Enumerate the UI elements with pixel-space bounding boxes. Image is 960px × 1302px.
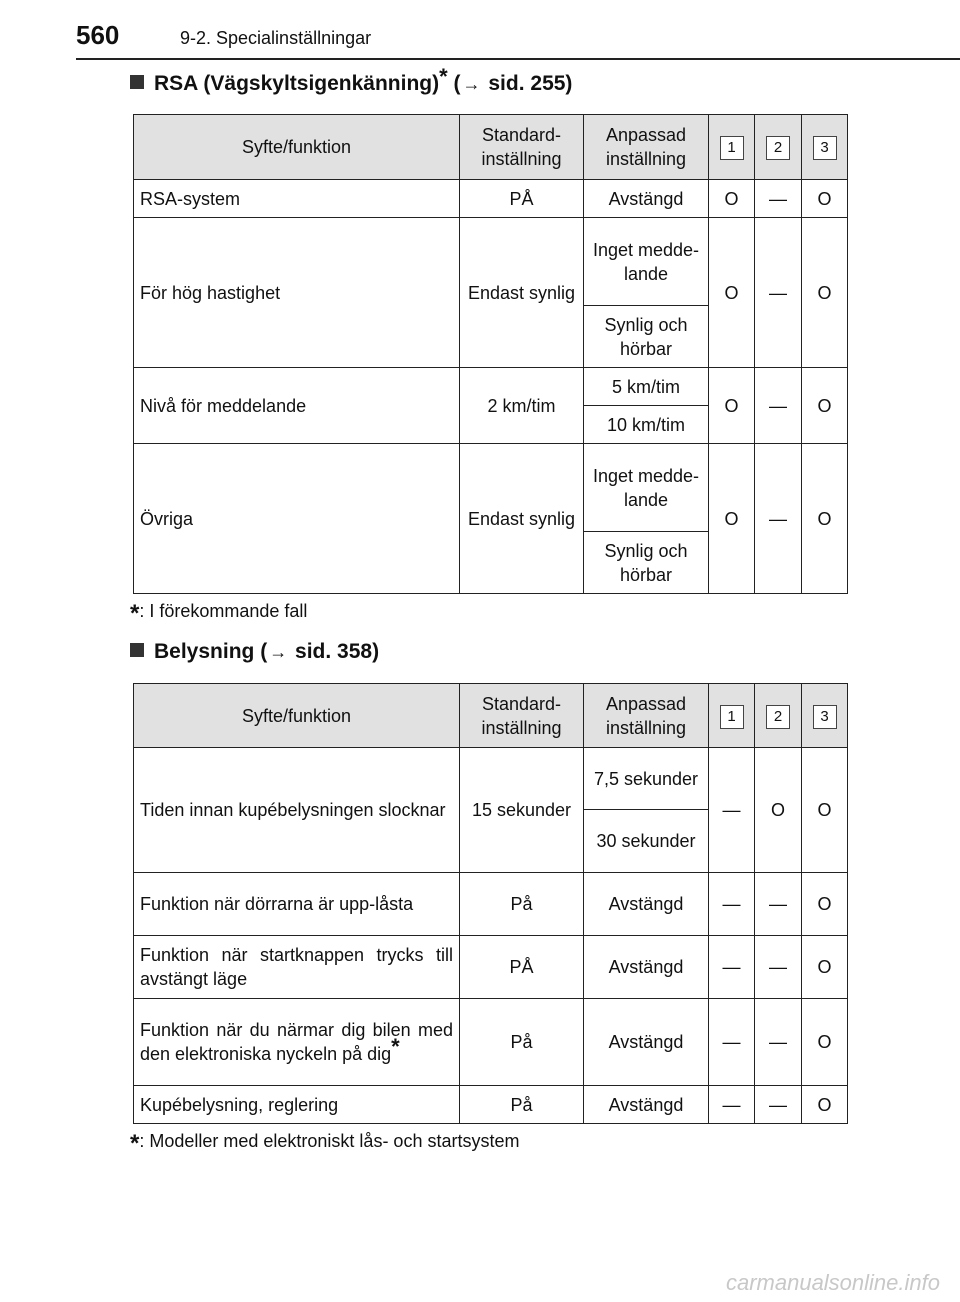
table-row — [134, 1086, 848, 1124]
header-col-2 — [755, 115, 802, 180]
section-title-text: Belysning — [154, 640, 255, 663]
cell-c2: — — [755, 1086, 802, 1124]
table-row — [134, 444, 848, 532]
table-header-row — [134, 115, 848, 180]
cell-c2: — — [755, 368, 802, 444]
page-number: 560 — [76, 20, 120, 50]
header-col-3 — [802, 684, 848, 748]
number-2-icon: 2 — [766, 705, 790, 729]
cell-purpose: Kupébelysning, reglering — [134, 1086, 460, 1124]
cell-c3: O — [802, 999, 848, 1086]
cell-option: 7,5 sekunder — [584, 748, 709, 810]
number-3-icon: 3 — [813, 136, 837, 160]
cell-c3: O — [802, 368, 848, 444]
cell-option: Avstängd — [584, 1086, 709, 1124]
number-2-icon: 2 — [766, 136, 790, 160]
cell-default: PÅ — [460, 936, 584, 999]
cell-option: Avstängd — [584, 999, 709, 1086]
cell-default: Endast synlig — [460, 218, 584, 368]
footnote-rsa — [130, 600, 307, 628]
section-title-rsa — [130, 64, 573, 96]
footnote-marker: * — [391, 1034, 400, 1059]
section-title-lighting — [130, 640, 379, 664]
watermark: carmanualsonline.info — [725, 1270, 940, 1295]
page-header — [76, 18, 960, 58]
cell-option: Avstängd — [584, 873, 709, 936]
cell-c2: — — [755, 444, 802, 594]
cell-c1: O — [709, 180, 755, 218]
section-title-text: RSA (Vägskyltsigenkänning) — [154, 72, 440, 95]
chapter-title: 9-2. Specialinställningar — [180, 28, 372, 48]
cell-c3: O — [802, 218, 848, 368]
bullet-square-icon — [130, 643, 144, 657]
cell-purpose: För hög hastighet — [134, 218, 460, 368]
cell-default: 2 km/tim — [460, 368, 584, 444]
cell-c2: — — [755, 999, 802, 1086]
cell-option: Synlig och hörbar — [584, 532, 709, 594]
cell-c1: — — [709, 936, 755, 999]
cell-c3: O — [802, 444, 848, 594]
table-row — [134, 999, 848, 1086]
cell-purpose: Övriga — [134, 444, 460, 594]
cell-c1: O — [709, 444, 755, 594]
cell-c1: — — [709, 873, 755, 936]
cell-purpose: Funktion när startknappen trycks till avstängt läge — [134, 936, 460, 999]
footnote-text: : I förekommande fall — [139, 601, 308, 621]
cell-option: Synlig och hörbar — [584, 306, 709, 368]
table-row — [134, 180, 848, 218]
header-default: Standard-inställning — [460, 684, 584, 748]
cell-c1: — — [709, 999, 755, 1086]
number-3-icon: 3 — [813, 705, 837, 729]
header-col-3 — [802, 115, 848, 180]
footnote-text: : Modeller med elektroniskt lås- och startsystem — [139, 1131, 520, 1151]
footnote-lighting — [130, 1130, 519, 1158]
ref-open: ( — [453, 72, 461, 95]
lighting-settings-table — [133, 683, 848, 1124]
cell-c3: O — [802, 1086, 848, 1124]
cell-c3: O — [802, 748, 848, 873]
cell-option: Avstängd — [584, 180, 709, 218]
cell-c1: O — [709, 218, 755, 368]
cell-option: Avstängd — [584, 936, 709, 999]
header-custom: Anpassad inställning — [584, 115, 709, 180]
ref-open: ( — [260, 640, 268, 663]
cell-option: Inget medde-lande — [584, 218, 709, 306]
cell-option: 10 km/tim — [584, 406, 709, 444]
cell-purpose-text: Funktion när du närmar dig bilen med den elektroniska nyckeln på dig — [140, 1020, 453, 1064]
header-custom: Anpassad inställning — [584, 684, 709, 748]
table-row — [134, 873, 848, 936]
table-row — [134, 748, 848, 810]
number-1-icon: 1 — [720, 136, 744, 160]
arrow-right-icon: → — [269, 642, 288, 662]
cell-default: PÅ — [460, 180, 584, 218]
cell-c2: — — [755, 180, 802, 218]
cell-option: 5 km/tim — [584, 368, 709, 406]
cell-default: På — [460, 1086, 584, 1124]
footnote-star: * — [130, 600, 140, 627]
cell-c3: O — [802, 936, 848, 999]
number-1-icon: 1 — [720, 705, 744, 729]
header-col-1 — [709, 115, 755, 180]
header-default: Standard-inställning — [460, 115, 584, 180]
cell-purpose — [134, 999, 460, 1086]
page-reference-link[interactable]: sid. 255) — [488, 72, 573, 95]
cell-default: På — [460, 873, 584, 936]
header-purpose: Syfte/funktion — [134, 684, 460, 748]
cell-c2: O — [755, 748, 802, 873]
header-purpose: Syfte/funktion — [134, 115, 460, 180]
cell-c2: — — [755, 936, 802, 999]
cell-option: 30 sekunder — [584, 810, 709, 873]
cell-c2: — — [755, 873, 802, 936]
cell-default: 15 sekunder — [460, 748, 584, 873]
cell-default: Endast synlig — [460, 444, 584, 594]
cell-purpose: Funktion när dörrarna är upp-låsta — [134, 873, 460, 936]
cell-c3: O — [802, 873, 848, 936]
cell-c2: — — [755, 218, 802, 368]
rsa-settings-table — [133, 114, 848, 594]
page-reference-link[interactable]: sid. 358) — [295, 640, 380, 663]
cell-default: På — [460, 999, 584, 1086]
table-header-row — [134, 684, 848, 748]
cell-c1: — — [709, 748, 755, 873]
table-row — [134, 936, 848, 999]
header-col-1 — [709, 684, 755, 748]
footnote-marker: * — [439, 64, 448, 89]
table-row — [134, 218, 848, 306]
cell-option: Inget medde-lande — [584, 444, 709, 532]
header-col-2 — [755, 684, 802, 748]
table-row — [134, 368, 848, 406]
arrow-right-icon: → — [462, 74, 481, 94]
footnote-star: * — [130, 1130, 140, 1157]
cell-purpose: Tiden innan kupébelysningen slocknar — [134, 748, 460, 873]
cell-c1: — — [709, 1086, 755, 1124]
cell-c3: O — [802, 180, 848, 218]
cell-c1: O — [709, 368, 755, 444]
cell-purpose: RSA-system — [134, 180, 460, 218]
cell-purpose: Nivå för meddelande — [134, 368, 460, 444]
header-rule — [76, 58, 960, 60]
bullet-square-icon — [130, 75, 144, 89]
